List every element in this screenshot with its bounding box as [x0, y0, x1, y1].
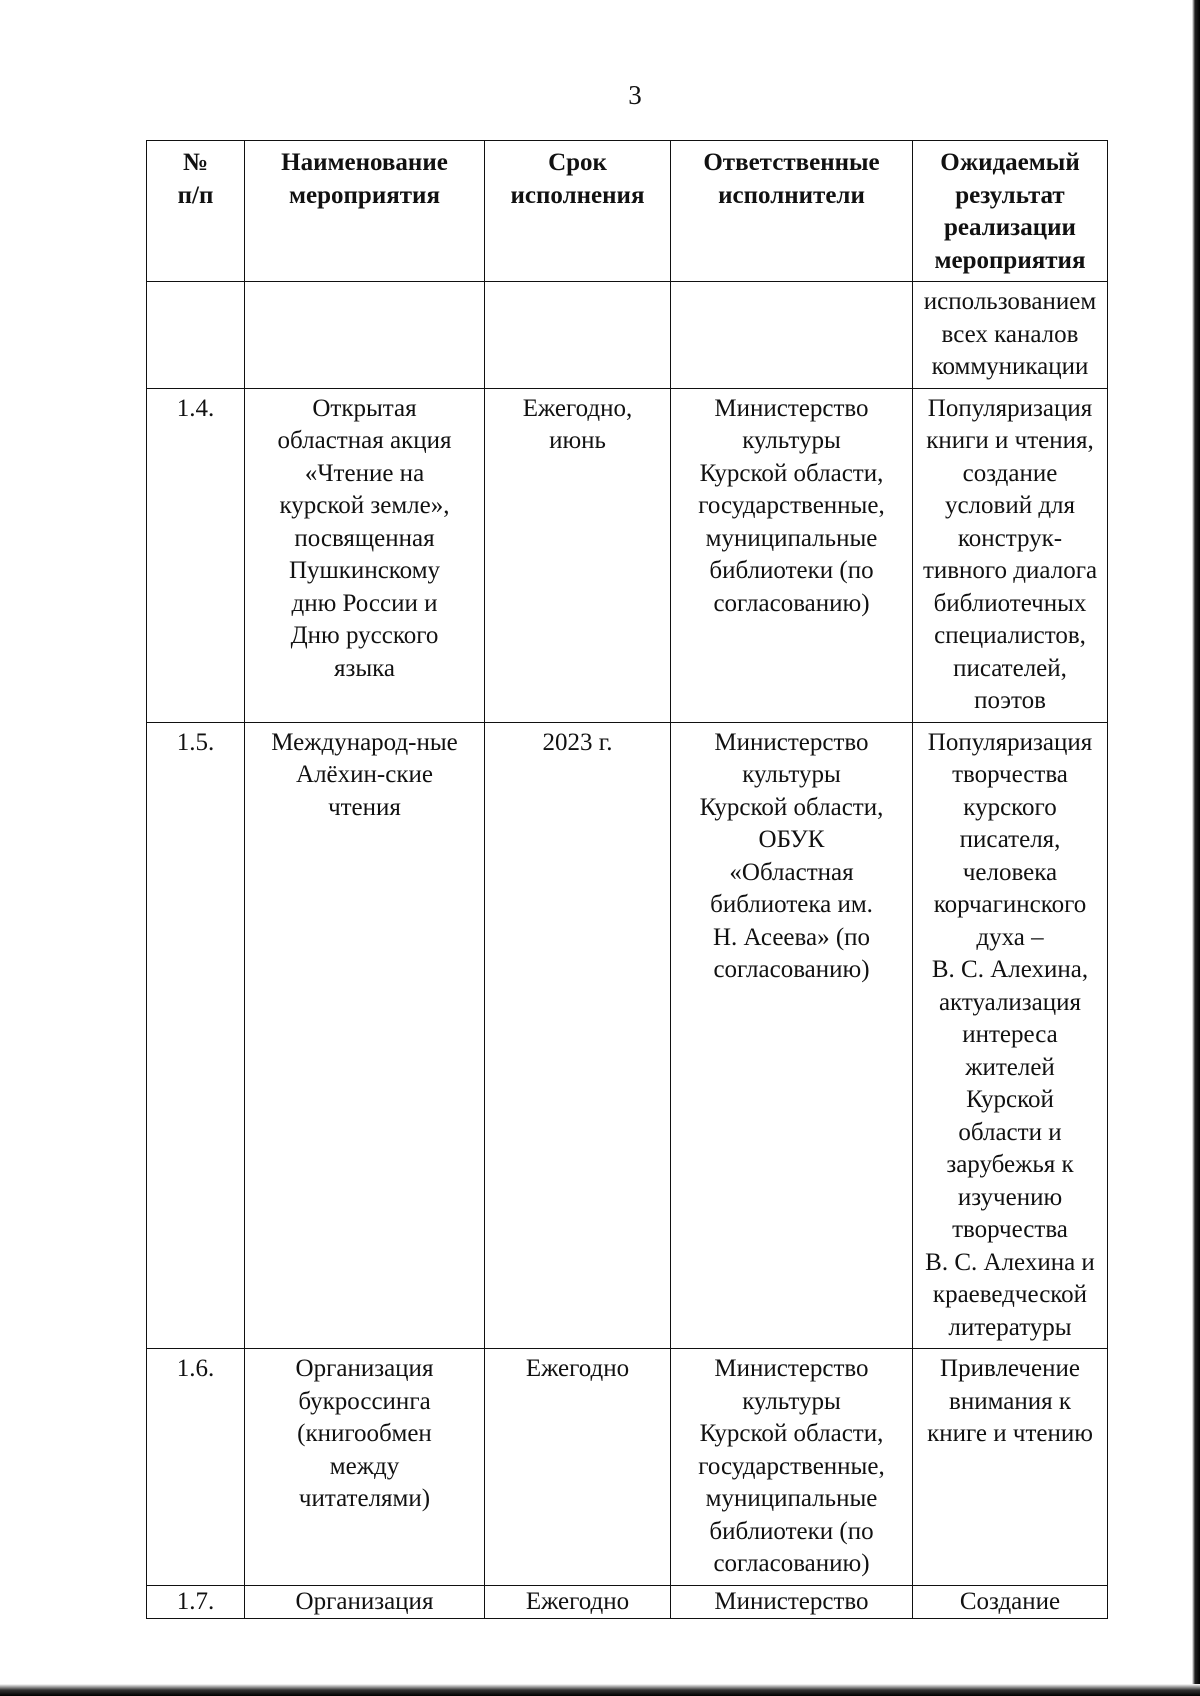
cell-term: Ежегодно [485, 1349, 671, 1586]
header-term: Срок исполнения [485, 141, 671, 282]
cell-name: Открытая областная акция «Чтение на курской земле», посвященная Пушкинскому дню России и Дню русского языка [245, 388, 485, 722]
cell-result: Привлечение внимания к книге и чтению [913, 1349, 1108, 1586]
cell-name: Организация букроссинга (книгообмен между читателями) [245, 1349, 485, 1586]
header-num: № п/п [147, 141, 245, 282]
events-table [146, 140, 1108, 1619]
table-row [147, 282, 1108, 389]
cell-responsible [671, 282, 913, 389]
cell-term: Ежегодно [485, 1585, 671, 1619]
cell-name: Международ-ные Алёхин-ские чтения [245, 722, 485, 1349]
cell-result: Популяризация книги и чтения, создание условий для конструк- тивного диалога библиотечных специалистов, писателей, поэтов [913, 388, 1108, 722]
cell-num: 1.7. [147, 1585, 245, 1619]
cell-responsible: Министерство [671, 1585, 913, 1619]
scan-edge-bottom [0, 1684, 1200, 1696]
cell-name [245, 282, 485, 389]
cell-term: Ежегодно, июнь [485, 388, 671, 722]
cell-responsible: Министерство культуры Курской области, государственные, муниципальные библиотеки (по согласованию) [671, 388, 913, 722]
cell-responsible: Министерство культуры Курской области, ОБУК «Областная библиотека им. Н. Асеева» (по согласованию) [671, 722, 913, 1349]
cell-num: 1.6. [147, 1349, 245, 1586]
cell-result: Создание [913, 1585, 1108, 1619]
table-row [147, 1349, 1108, 1586]
scan-edge-right [1192, 0, 1200, 1696]
cell-num [147, 282, 245, 389]
cell-responsible: Министерство культуры Курской области, государственные, муниципальные библиотеки (по согласованию) [671, 1349, 913, 1586]
header-result: Ожидаемый результат реализации мероприятия [913, 141, 1108, 282]
header-responsible: Ответственные исполнители [671, 141, 913, 282]
table-row [147, 388, 1108, 722]
cell-result: использованием всех каналов коммуникации [913, 282, 1108, 389]
table-row [147, 722, 1108, 1349]
cell-result: Популяризация творчества курского писателя, человека корчагинского духа – В. С. Алехина, актуализация интереса жителей Курской области и зарубежья к изучению творчества В. С. Алехина и краеведческой литературы [913, 722, 1108, 1349]
page-number: 3 [628, 80, 642, 110]
table-row [147, 1585, 1108, 1619]
cell-term [485, 282, 671, 389]
cell-term: 2023 г. [485, 722, 671, 1349]
cell-num: 1.4. [147, 388, 245, 722]
cell-num: 1.5. [147, 722, 245, 1349]
header-name: Наименование мероприятия [245, 141, 485, 282]
table-header-row [147, 141, 1108, 282]
cell-name: Организация [245, 1585, 485, 1619]
